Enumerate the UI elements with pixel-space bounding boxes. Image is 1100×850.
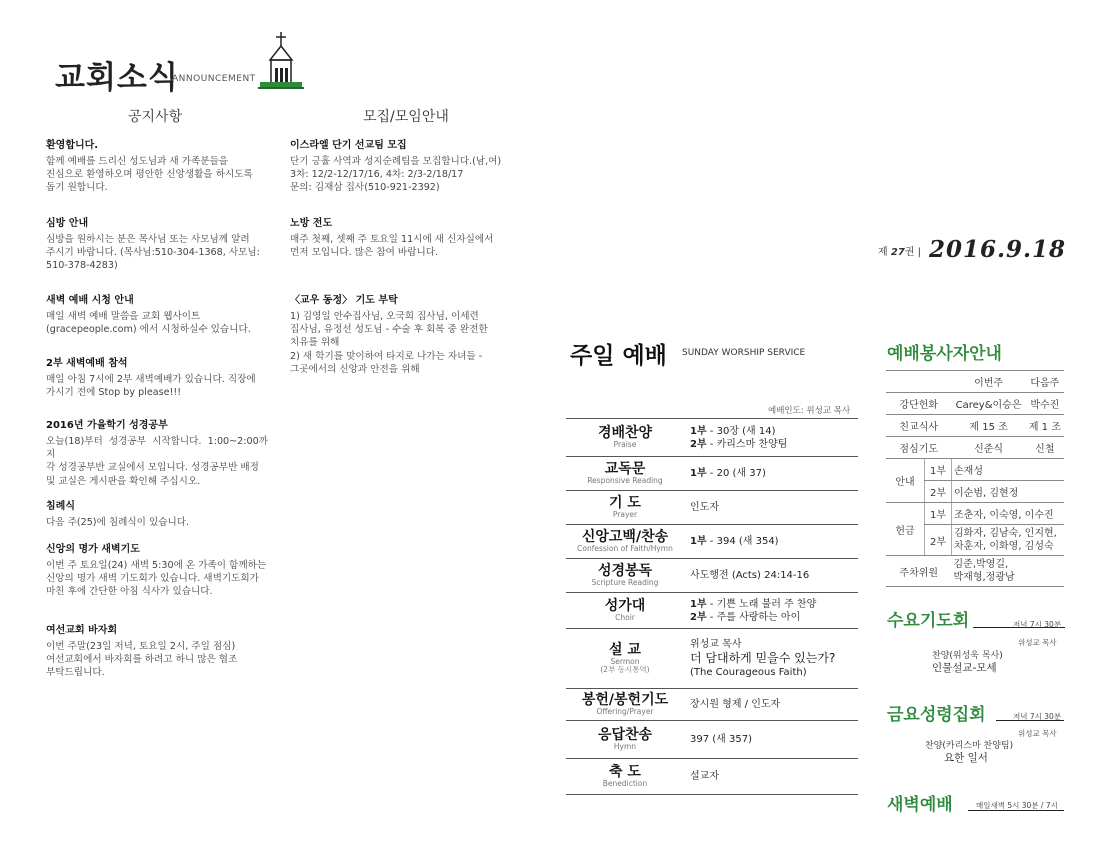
service-table <box>886 370 1064 587</box>
issue-date: 2016.9.18 <box>929 236 1067 263</box>
service-row <box>886 437 1064 459</box>
service-this: Carey&이승은 <box>952 393 1026 415</box>
order-item-en: Scripture Reading <box>591 578 659 588</box>
order-row <box>566 593 858 629</box>
order-row <box>566 559 858 593</box>
issue-volume <box>878 243 921 258</box>
notice-block <box>46 500 268 529</box>
service-names: 김화자, 김남숙, 인지현, 차훈자, 이화영, 김성숙 <box>952 525 1065 556</box>
order-row <box>566 419 858 457</box>
order-value: - 카리스마 찬양팀 <box>706 438 788 450</box>
notice-title: 노방 전도 <box>290 218 333 229</box>
order-row <box>566 689 858 721</box>
order-value: 인도자 <box>690 502 719 513</box>
sermon-title: 더 담대하게 믿을수 있는가? <box>690 650 836 665</box>
notice-body: 이번 주말(23일 저녁, 토요일 2시, 주일 점심) 여선교회에서 바자회를 하려고 하니 많은 협조 부탁드립니다. <box>46 640 238 679</box>
service-part: 2부 <box>925 481 952 503</box>
page-title: 교회소식 <box>55 60 179 96</box>
order-item-ko: 성경봉독 <box>597 562 653 579</box>
notice-body: 다음 주(25)에 침례식이 있습니다. <box>46 516 190 528</box>
notice-block <box>290 217 514 259</box>
notice-body: 1) 김영일 안수집사님, 오국희 집사님, 이세련 집사님, 유정선 성도님 - 수술 후 회복 중 완전한 치유를 위해 2) 새 학기를 맞이하여 타지로 나가는 자녀들 - 그곳에서의 신앙과 안전을 위해 <box>290 310 488 375</box>
notice-title: 이스라엘 단기 선교팀 모집 <box>290 140 407 151</box>
order-value: - 30장 (새 14) <box>706 425 776 437</box>
service-next: 신철 <box>1026 437 1064 459</box>
order-item-ko: 응답찬송 <box>597 726 653 743</box>
wednesday-praise: 찬양(위성욱 목사) <box>932 651 1003 661</box>
service-role: 헌금 <box>886 503 925 556</box>
notices-heading: 공지사항 <box>128 109 183 125</box>
order-value: - 주를 사랑하는 아이 <box>706 611 801 623</box>
order-row <box>566 721 858 759</box>
service-next: 박수진 <box>1026 393 1064 415</box>
service-role: 주차위원 <box>886 556 952 587</box>
dawn-time: 매일새벽 5시 30분 / 7시 <box>976 801 1058 810</box>
service-role: 안내 <box>886 459 925 503</box>
notice-body: 매일 아침 7시에 2부 새벽예배가 있습니다. 직장에 가시기 전에 Stop by please!!! <box>46 373 256 399</box>
order-item-en: Sermon <box>610 656 640 666</box>
service-this: 제 15 조 <box>952 415 1026 437</box>
service-names: 이순범, 김현정 <box>952 481 1065 503</box>
order-item-en: Benediction <box>602 779 648 789</box>
order-row <box>566 491 858 525</box>
order-item-ko: 경배찬양 <box>597 424 653 441</box>
worship-title: 주일 예배 <box>570 343 667 369</box>
service-names: 조춘자, 이숙영, 이수진 <box>952 503 1065 525</box>
friday-sermon: 요한 일서 <box>944 752 988 764</box>
order-value: - 20 (새 37) <box>706 468 766 479</box>
notice-body: 단기 긍휼 사역과 성지순례팀을 모집합니다.(남,여) 3차: 12/2-12/17/16, 4차: 2/3-2/18/17 문의: 김재삼 집사(510-921-2392) <box>290 155 502 194</box>
col-next-week: 다음주 <box>1026 371 1064 393</box>
issue-volume-number: 27 <box>890 247 905 258</box>
notice-block <box>46 357 268 399</box>
notice-body: 심방을 원하시는 분은 목사님 또는 사모님께 알려 주시기 바랍니다. (목사님:510-304-1368, 사모님: 510-378-4283) <box>46 233 260 272</box>
notice-body: 매주 첫째, 셋째 주 토요일 11시에 새 신자실에서 먼저 모입니다. 많은 참여 바랍니다. <box>290 233 494 259</box>
order-part: 1부 <box>690 468 707 479</box>
recruit-heading: 모집/모임안내 <box>363 109 449 125</box>
issue-prefix: 제 <box>878 247 888 258</box>
service-this: 신준식 <box>952 437 1026 459</box>
order-item-en: Choir <box>615 613 635 623</box>
notice-body: 오늘(18)부터 성경공부 시작합니다. 1:00~2:00까지 각 성경공부반 교실에서 모입니다. 성경공부반 배정 및 교실은 게시판을 확인해 주십시오. <box>46 435 268 487</box>
notice-title: 새벽 예배 시청 안내 <box>46 295 134 306</box>
worship-order-table <box>566 418 858 795</box>
order-value: - 394 (새 354) <box>706 536 779 547</box>
notice-title: 〈교우 동정〉 기도 부탁 <box>290 295 398 306</box>
friday-heading: 금요성령집회 <box>887 705 986 725</box>
order-part: 1부 <box>690 598 707 610</box>
notice-body: 이번 주 토요일(24) 새벽 5:30에 온 가족이 함께하는 신앙의 명가 새벽 기도회가 있습니다. 새벽기도회가 마친 후에 간단한 아침 식사가 있습니다. <box>46 559 267 598</box>
order-item-en: Hymn <box>613 742 637 752</box>
church-icon <box>258 30 304 90</box>
order-row <box>566 759 858 795</box>
order-item-ko: 교독문 <box>604 460 646 477</box>
service-role: 강단헌화 <box>886 393 952 415</box>
notice-block <box>46 294 268 336</box>
service-part: 1부 <box>925 503 952 525</box>
notice-title: 침례식 <box>46 501 75 512</box>
service-role: 점심기도 <box>886 437 952 459</box>
service-row <box>886 415 1064 437</box>
service-row <box>886 459 1064 481</box>
notice-block <box>46 419 268 488</box>
order-value: 사도행전 (Acts) 24:14-16 <box>690 570 810 581</box>
wednesday-heading: 수요기도회 <box>887 611 970 631</box>
order-item-en: Responsive Reading <box>587 476 663 486</box>
friday-praise: 찬양(카리스마 찬양팀) <box>925 741 1014 751</box>
worship-subtitle: SUNDAY WORSHIP SERVICE <box>682 348 806 358</box>
notice-block <box>290 294 514 376</box>
notice-title: 여선교회 바자회 <box>46 625 118 636</box>
service-next: 제 1 조 <box>1026 415 1064 437</box>
col-this-week: 이번주 <box>952 371 1026 393</box>
order-item-ko: 축 도 <box>609 763 641 780</box>
order-item-ko: 설 교 <box>609 641 641 658</box>
order-value: 장시원 형제 / 인도자 <box>690 699 781 710</box>
notice-title: 2016년 가을학기 성경공부 <box>46 420 168 431</box>
sermon-title-en: (The Courageous Faith) <box>690 667 807 679</box>
notice-block <box>46 139 268 195</box>
order-item-en: Prayer <box>612 510 638 520</box>
order-part: 1부 <box>690 536 707 547</box>
order-part: 2부 <box>690 611 707 623</box>
dawn-heading: 새벽예배 <box>887 795 953 815</box>
order-part: 1부 <box>690 425 707 437</box>
order-item-ko: 기 도 <box>609 494 641 511</box>
order-item-ko: 신앙고백/찬송 <box>581 528 669 545</box>
service-part: 2부 <box>925 525 952 556</box>
notice-block <box>46 624 268 680</box>
service-names: 김준,박영길, 박재형,정광남 <box>952 556 1065 587</box>
service-row <box>886 393 1064 415</box>
notice-body: 매일 새벽 예배 말씀을 교회 웹사이트 (gracepeople.com) 에서 시청하실수 있습니다. <box>46 310 251 336</box>
order-item-en: Offering/Prayer <box>596 707 654 717</box>
order-row <box>566 629 858 689</box>
service-part: 1부 <box>925 459 952 481</box>
order-value: 설교자 <box>690 771 719 782</box>
notice-title: 환영합니다. <box>46 140 99 151</box>
notice-block <box>290 139 514 195</box>
notice-block <box>46 217 268 273</box>
wednesday-preacher: 위성교 목사 <box>1018 638 1057 647</box>
order-item-note: (2부 동시통역) <box>600 665 650 675</box>
service-row <box>886 503 1064 525</box>
order-item-en: Confession of Faith/Hymn <box>577 544 673 554</box>
notice-title: 심방 안내 <box>46 218 89 229</box>
order-row <box>566 457 858 491</box>
notice-title: 2부 새벽예배 참석 <box>46 358 128 369</box>
friday-time: 저녁 7시 30분 <box>1013 712 1062 721</box>
service-row <box>886 556 1064 587</box>
order-value: 위성교 목사 <box>690 638 742 650</box>
service-heading: 예배봉사자안내 <box>887 344 1002 364</box>
notice-body: 함께 예배를 드리신 성도님과 새 가족분들을 진심으로 환영하오며 평안한 신앙생활을 하시도록 돕기 원합니다. <box>46 155 253 194</box>
order-item-ko: 성가대 <box>604 597 646 614</box>
order-row <box>566 525 858 559</box>
service-role: 친교식사 <box>886 415 952 437</box>
order-part: 2부 <box>690 438 707 450</box>
order-item-en: Praise <box>613 440 637 450</box>
page-subtitle: ANNOUNCEMENT <box>172 74 256 84</box>
notice-title: 신앙의 명가 새벽기도 <box>46 544 140 555</box>
service-header-row <box>886 371 1064 393</box>
wednesday-sermon: 인물설교-모세 <box>932 662 997 674</box>
order-value: - 기쁜 노래 불러 주 찬양 <box>706 598 817 610</box>
worship-leader: 예배인도: 위성교 목사 <box>768 406 851 416</box>
issue-suffix: 권 | <box>904 247 921 258</box>
order-value: 397 (새 357) <box>690 734 752 745</box>
notice-block <box>46 543 268 599</box>
friday-preacher: 위성교 목사 <box>1018 729 1057 738</box>
wednesday-time: 저녁 7시 30분 <box>1013 620 1062 629</box>
service-names: 손재성 <box>952 459 1065 481</box>
order-item-ko: 봉헌/봉헌기도 <box>581 691 669 708</box>
